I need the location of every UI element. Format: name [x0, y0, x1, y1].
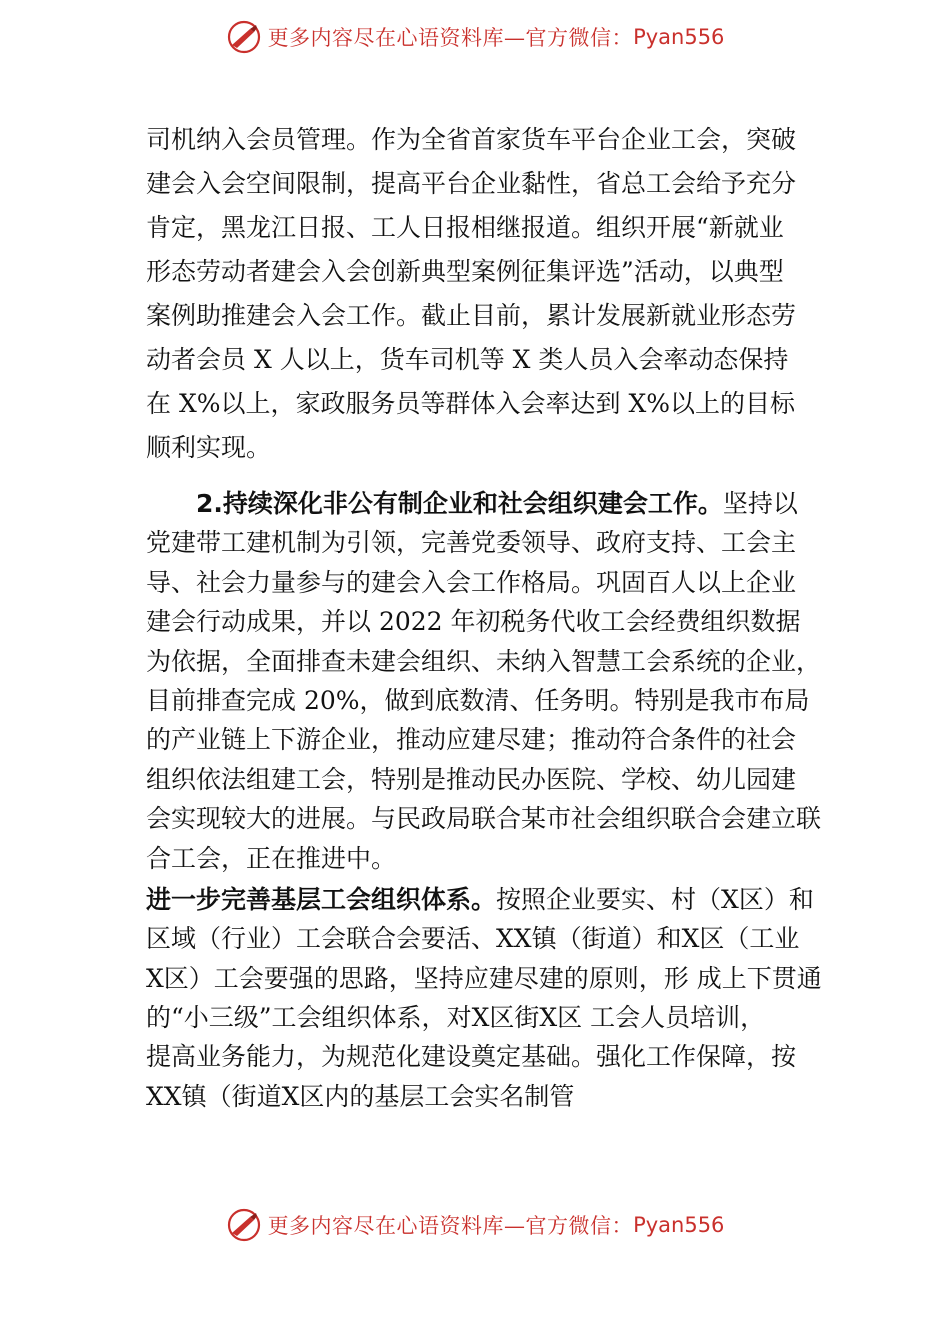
text-line: 的产业链上下游企业，推动应建尽建；推动符合条件的社会 [146, 725, 797, 755]
pen-logo-icon [226, 1207, 262, 1243]
text-line: 形态劳动者建会入会创新典型案例征集评选”活动，以典型 [146, 257, 784, 286]
paragraph-3 [146, 880, 836, 1116]
text-line: 顺利实现。 [146, 433, 272, 462]
text-line: 建会入会空间限制，提高平台企业黏性，省总工会给予充分 [146, 169, 797, 198]
text-line: 坚持以 [722, 489, 798, 518]
paragraph-2 [146, 484, 836, 878]
document-body [146, 118, 836, 1116]
text-line: 的“小三级”工会组织体系，对X区街X区 工会人员培训， [146, 1003, 766, 1033]
paragraph-3-first-line [146, 880, 836, 919]
text-line: 司机纳入会员管理。作为全省首家货车平台企业工会，突破 [146, 125, 797, 154]
text-line: 目前排查完成 20%，做到底数清、任务明。特别是我市布局 [146, 685, 810, 715]
text-line: 建会行动成果，并以 2022 年初税务代收工会经费组织数据 [146, 607, 801, 637]
text-line: 肯定，黑龙江日报、工人日报相继报道。组织开展“新就业 [146, 213, 784, 242]
text-line: 按照企业要实、村（X区）和 [496, 884, 814, 914]
text-line: 为依据，全面排查未建会组织、未纳入智慧工会系统的企业， [146, 646, 822, 676]
paragraph-2-first-line [146, 484, 836, 523]
text-line: 合工会，正在推进中。 [146, 843, 397, 873]
text-line: 案例助推建会入会工作。截止目前，累计发展新就业形态劳 [146, 301, 797, 330]
text-line: 提高业务能力，为规范化建设奠定基础。强化工作保障，按 [146, 1042, 797, 1072]
watermark-wechat-id: Pyan556 [633, 25, 725, 49]
text-line: 在 X%以上，家政服务员等群体入会率达到 X%以上的目标 [146, 389, 796, 418]
pen-logo-icon [226, 19, 262, 55]
section-heading: 进一步完善基层工会组织体系。 [146, 884, 497, 914]
text-line: 党建带工建机制为引领，完善党委领导、政府支持、工会主 [146, 528, 797, 558]
text-line: 区域（行业）工会联合会要活、XX镇（街道）和X区（工业 [146, 924, 800, 954]
watermark-text: 更多内容尽在心语资料库—官方微信： [267, 26, 634, 50]
watermark-text: 更多内容尽在心语资料库—官方微信： [267, 1214, 634, 1238]
text-line: 组织依法组建工会，特别是推动民办医院、学校、幼儿园建 [146, 764, 797, 794]
watermark-banner-bottom [0, 1200, 950, 1250]
paragraph-1 [146, 118, 836, 470]
section-heading: 2.持续深化非公有制企业和社会组织建会工作。 [196, 489, 723, 518]
watermark-banner-top [0, 12, 950, 62]
text-line: 导、社会力量参与的建会入会工作格局。巩固百人以上企业 [146, 567, 797, 597]
text-line: X区）工会要强的思路，坚持应建尽建的原则，形 成上下贯通 [146, 963, 822, 993]
text-line: XX镇（街道X区内的基层工会实名制管 [146, 1081, 575, 1111]
watermark-wechat-id: Pyan556 [633, 1213, 725, 1237]
text-line: 动者会员 X 人以上，货车司机等 X 类人员入会率动态保持 [146, 345, 789, 374]
text-line: 会实现较大的进展。与民政局联合某市社会组织联合会建立联 [146, 804, 822, 834]
